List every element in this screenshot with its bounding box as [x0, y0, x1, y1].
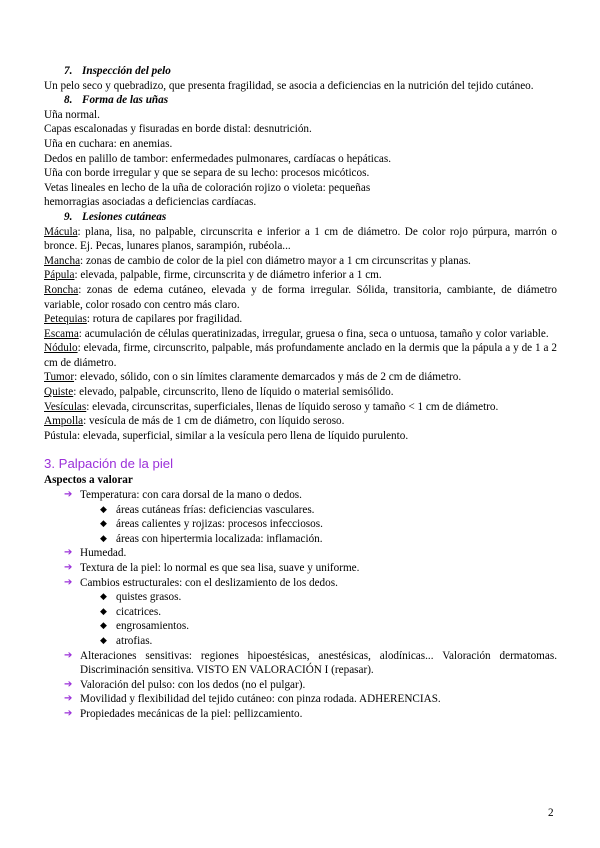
sub-list-item: ◆ cicatrices.: [100, 605, 162, 618]
lesion-item: Mácula: plana, lisa, no palpable, circunscrita e inferior a 1 cm de diámetro. De color rojo púrpura, marrón o bronce. Ej. Pecas, lunares planos, sarampión, rubéola...: [44, 225, 557, 253]
arrow-icon: ➔: [64, 489, 73, 501]
diamond-bullet-icon: ◆: [100, 519, 107, 530]
sub-list-item: ◆ engrosamientos.: [100, 620, 190, 633]
list-item: ➔ Movilidad y flexibilidad del tejido cutáneo: con pinza rodada. ADHERENCIAS.: [64, 693, 441, 706]
section-title-palpacion: 3. Palpación de la piel: [44, 456, 174, 472]
lesion-term: Petequias: [44, 313, 87, 326]
list-item: ➔ Textura de la piel: lo normal es que sea lisa, suave y uniforme.: [64, 562, 360, 574]
lesion-item: Nódulo: elevada, firme, circunscrito, palpable, más profundamente anclado en la dermis que la pápula a y de 1 a 2 cm de diámetro.: [44, 342, 557, 369]
lesion-term: Pústula: [44, 429, 77, 442]
sub-list-item: ◆ quistes grasos.: [100, 591, 182, 604]
lesion-item: Vesículas: elevada, circunscritas, superficiales, llenas de líquido seroso y tamaño < 1 cm de diámetro.: [44, 400, 499, 413]
lesion-item: Mancha: zonas de cambio de color de la piel con diámetro mayor a 1 cm circunscritas y planas.: [44, 254, 471, 267]
page-number: 2: [548, 807, 554, 819]
lesion-term: Quiste: [44, 386, 74, 399]
lesion-term: Mácula: [44, 225, 78, 238]
nail-line: hemorragias asociadas a deficiencias cardíacas.: [44, 196, 257, 209]
list-item: ➔ Temperatura: con cara dorsal de la mano o dedos.: [64, 489, 302, 502]
lesion-item: Pústula: elevada, superficial, similar a la vesícula pero llena de líquido purulento.: [44, 429, 409, 442]
lesion-term: Ampolla: [44, 415, 84, 428]
lesion-term: Vesículas: [44, 400, 87, 413]
diamond-bullet-icon: ◆: [100, 533, 107, 544]
lesion-term: Nódulo: [44, 342, 78, 355]
list-item: ➔ Propiedades mecánicas de la piel: pellizcamiento.: [64, 707, 303, 720]
arrow-icon: ➔: [64, 576, 73, 588]
lesion-item: Ampolla: vesícula de más de 1 cm de diámetro, con líquido seroso.: [44, 415, 345, 428]
nail-line: Dedos en palillo de tambor: enfermedades pulmonares, cardíacas o hepáticas.: [44, 152, 391, 165]
diamond-bullet-icon: ◆: [100, 592, 107, 603]
arrow-icon: ➔: [64, 678, 73, 690]
sub-list-item: ◆ atrofias.: [100, 634, 153, 647]
lesion-term: Mancha: [44, 254, 81, 267]
arrow-icon: ➔: [64, 562, 73, 573]
section-heading-8: 8. Forma de las uñas: [64, 94, 169, 107]
section-heading-9: 9. Lesiones cutáneas: [64, 210, 167, 223]
list-item: ➔ Cambios estructurales: con el deslizamiento de los dedos.: [64, 576, 338, 589]
document-page: [44, 64, 557, 722]
diamond-bullet-icon: ◆: [100, 504, 107, 515]
arrow-icon: ➔: [64, 649, 73, 661]
hair-inspection-text: Un pelo seco y quebradizo, que presenta fragilidad, se asocia a deficiencias en la nutrición del tejido cutáneo.: [44, 79, 534, 92]
diamond-bullet-icon: ◆: [100, 606, 107, 617]
nail-line: Vetas lineales en lecho de la uña de coloración rojizo o violeta: pequeñas: [44, 181, 371, 194]
arrow-icon: ➔: [64, 707, 73, 719]
nail-line: Capas escalonadas y fisuradas en borde distal: desnutrición.: [44, 123, 312, 136]
lesion-item: Escama: acumulación de células queratinizadas, irregular, gruesa o fina, seca o untuosa, tamaño y color variable.: [44, 327, 549, 340]
sub-list-item: ◆ áreas con hipertermia localizada: inflamación.: [100, 532, 323, 545]
lesion-item: Pápula: elevada, palpable, firme, circunscrita y de diámetro inferior a 1 cm.: [44, 269, 382, 282]
lesion-item: Tumor: elevado, sólido, con o sin límites claramente demarcados y más de 2 cm de diámetro.: [44, 371, 462, 384]
lesion-item: Roncha: zonas de edema cutáneo, elevada y de forma irregular. Sólida, transitoria, cambiante, de diámetro variable, color rosado con centro más claro.: [44, 283, 557, 311]
list-item: ➔ Humedad.: [64, 547, 127, 560]
subtitle-aspectos: Aspectos a valorar: [44, 474, 133, 487]
lesion-term: Tumor: [44, 371, 75, 384]
nail-line: Uña con borde irregular y que se separa de su lecho: procesos micóticos.: [44, 167, 370, 180]
lesion-item: Quiste: elevado, palpable, circunscrito, lleno de líquido o material semisólido.: [44, 386, 394, 399]
nail-line: Uña normal.: [44, 108, 100, 121]
lesion-term: Escama: [44, 327, 79, 340]
lesion-term: Pápula: [44, 269, 75, 282]
arrow-icon: ➔: [64, 547, 73, 559]
list-item: ➔ Valoración del pulso: con los dedos (no el pulgar).: [64, 678, 306, 691]
diamond-bullet-icon: ◆: [100, 635, 107, 646]
sub-list-item: ◆ áreas cutáneas frías: deficiencias vasculares.: [100, 503, 315, 516]
nail-line: Uña en cuchara: en anemias.: [44, 137, 173, 150]
sub-list-item: ◆ áreas calientes y rojizas: procesos infecciosos.: [100, 518, 323, 531]
lesion-item: Petequias: rotura de capilares por fragilidad.: [44, 313, 243, 326]
section-heading-7: 7. Inspección del pelo: [64, 65, 171, 77]
list-item: ➔ Alteraciones sensitivas: regiones hipoestésicas, anestésicas, alodínicas... Valoración dermatomas. Discriminación sensitiva. VISTO EN VALORACIÓN I (repasar).: [64, 649, 557, 677]
arrow-icon: ➔: [64, 693, 73, 705]
diamond-bullet-icon: ◆: [100, 621, 107, 632]
lesion-term: Roncha: [44, 283, 79, 296]
